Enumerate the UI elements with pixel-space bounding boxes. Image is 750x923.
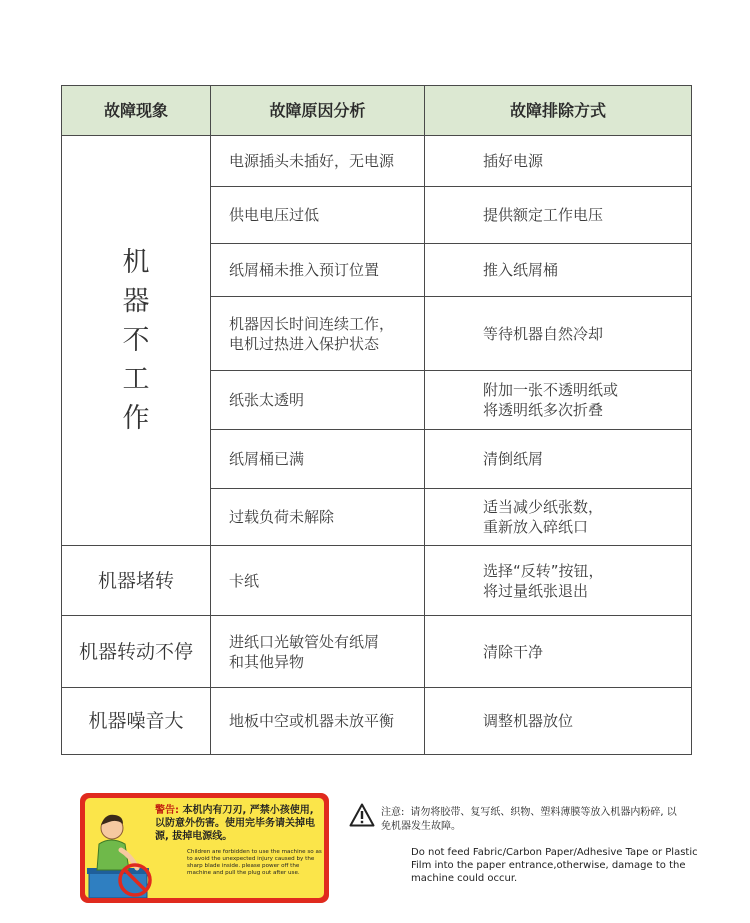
header-fix: 故障排除方式: [425, 86, 692, 136]
warning-tag: 警告:: [155, 805, 179, 816]
cause-cell: 电源插头未插好，无电源: [211, 136, 425, 187]
child-safety-warning-label: [80, 793, 329, 903]
table-row: [62, 136, 692, 187]
cause-cell: 卡纸: [211, 546, 425, 616]
fix-cell: 附加一张不透明纸或 将透明纸多次折叠: [425, 371, 692, 430]
troubleshooting-table: [61, 85, 692, 755]
warning-label-body: [85, 798, 324, 898]
symptom-machine-nonstop: 机器转动不停: [62, 616, 211, 688]
warning-text-en: Children are forbidden to use the machine so as to avoid the unexpected injury caused by the sharp blade inside. please power off the machine and pull the plug out after use.: [187, 849, 322, 876]
symptom-machine-noisy: 机器噪音大: [62, 688, 211, 755]
fix-cell: 适当减少纸张数， 重新放入碎纸口: [425, 489, 692, 546]
fix-cell: 等待机器自然冷却: [425, 297, 692, 371]
header-symptom: 故障现象: [62, 86, 211, 136]
cause-cell: 地板中空或机器未放平衡: [211, 688, 425, 755]
fix-cell: 推入纸屑桶: [425, 244, 692, 297]
warning-message-cn: 本机内有刀刃, 严禁小孩使用, 以防意外伤害。使用完毕务请关掉电源, 拔掉电源线。: [155, 805, 315, 842]
fix-cell: 调整机器放位: [425, 688, 692, 755]
warning-triangle-icon: [349, 803, 375, 827]
cause-cell: 纸屑桶已满: [211, 430, 425, 489]
table-header-row: [62, 86, 692, 136]
cause-cell: 供电电压过低: [211, 187, 425, 244]
cause-cell: 过载负荷未解除: [211, 489, 425, 546]
fix-cell: 提供额定工作电压: [425, 187, 692, 244]
warning-text-cn: [155, 804, 321, 843]
symptom-machine-not-working: 机 器 不 工 作: [62, 136, 211, 546]
notice-text-en: Do not feed Fabric/Carbon Paper/Adhesive Tape or Plastic Film into the paper entrance,otherwise, damage to the machine could occur.: [411, 847, 698, 884]
cause-cell: 机器因长时间连续工作， 电机过热进入保护状态: [211, 297, 425, 371]
table-row: [62, 546, 692, 616]
cause-cell: 纸屑桶未推入预订位置: [211, 244, 425, 297]
cause-cell: 纸张太透明: [211, 371, 425, 430]
symptom-machine-jammed: 机器堵转: [62, 546, 211, 616]
notice-text-cn: [381, 806, 681, 834]
header-cause: 故障原因分析: [211, 86, 425, 136]
notice-message-cn: 请勿将胶带、复写纸、织物、塑料薄膜等放入机器内粉碎, 以免机器发生故障。: [381, 807, 677, 832]
cause-cell: 进纸口光敏管处有纸屑 和其他异物: [211, 616, 425, 688]
fix-cell: 清倒纸屑: [425, 430, 692, 489]
fix-cell: 插好电源: [425, 136, 692, 187]
table-row: [62, 688, 692, 755]
fix-cell: 清除干净: [425, 616, 692, 688]
fix-cell: 选择“反转”按钮， 将过量纸张退出: [425, 546, 692, 616]
table-row: [62, 616, 692, 688]
notice-tag: 注意:: [381, 807, 405, 818]
